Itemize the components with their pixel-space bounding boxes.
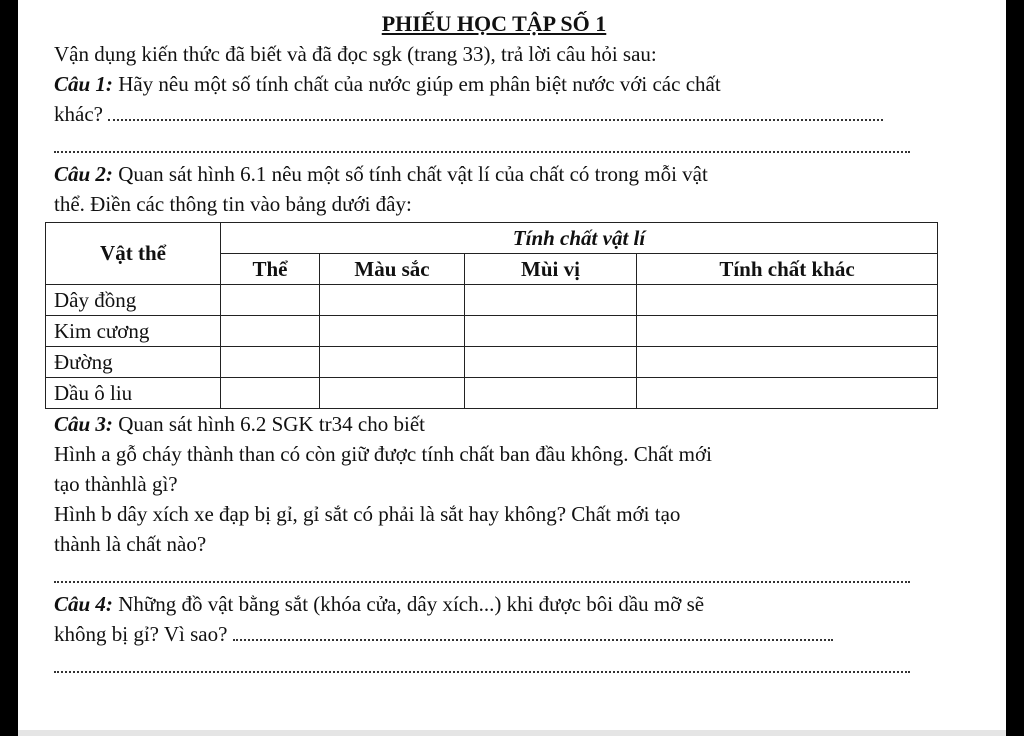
answer-dotted-line[interactable] [54, 559, 910, 589]
answer-cell[interactable] [637, 285, 938, 316]
question-4-line-1 [54, 589, 934, 619]
page-title: PHIẾU HỌC TẬP SỐ 1 [381, 11, 607, 36]
question-3-line-3: tạo thànhlà gì? [54, 472, 178, 496]
answer-dotted-line[interactable] [233, 638, 833, 641]
page-bottom-edge [18, 730, 1006, 736]
question-4-text: Những đồ vật bằng sắt (khóa cửa, dây xích...) khi được bôi dầu mỡ sẽ [112, 592, 705, 616]
answer-cell[interactable] [637, 378, 938, 409]
header-smell-taste: Mùi vị [465, 254, 637, 285]
question-4-label: Câu 4: [54, 592, 113, 616]
answer-cell[interactable] [637, 316, 938, 347]
question-3-line-5: thành là chất nào? [54, 532, 207, 556]
physical-properties-table [45, 222, 938, 409]
question-3-text: Quan sát hình 6.2 SGK tr34 cho biết [112, 412, 425, 436]
answer-cell[interactable] [465, 347, 637, 378]
row-object-name: Dầu ô liu [46, 378, 221, 409]
header-physical-properties: Tính chất vật lí [221, 223, 938, 254]
row-object-name: Đường [46, 347, 221, 378]
answer-cell[interactable] [221, 378, 320, 409]
answer-cell[interactable] [465, 378, 637, 409]
question-4-text-cont: không bị gỉ? Vì sao? [54, 622, 233, 646]
answer-cell[interactable] [465, 285, 637, 316]
answer-cell[interactable] [465, 316, 637, 347]
worksheet-content [54, 0, 934, 679]
header-state: Thể [221, 254, 320, 285]
question-1-line-2 [54, 99, 934, 129]
header-color: Màu sắc [320, 254, 465, 285]
answer-cell[interactable] [320, 378, 465, 409]
question-2-line-1 [54, 159, 934, 189]
question-1-text: Hãy nêu một số tính chất của nước giúp em phân biệt nước với các chất [112, 72, 721, 96]
answer-cell[interactable] [320, 347, 465, 378]
row-object-name: Kim cương [46, 316, 221, 347]
answer-cell[interactable] [320, 316, 465, 347]
answer-dotted-line[interactable] [54, 649, 910, 679]
question-1-line-1 [54, 69, 934, 99]
question-2-label: Câu 2: [54, 162, 113, 186]
table-row [46, 285, 938, 316]
table-row [46, 316, 938, 347]
header-other-properties: Tính chất khác [637, 254, 938, 285]
question-2-line-2: thể. Điền các thông tin vào bảng dưới đây: [54, 192, 412, 216]
question-3-line-2: Hình a gỗ cháy thành than có còn giữ được tính chất ban đầu không. Chất mới [54, 442, 712, 466]
table-row [46, 378, 938, 409]
header-object: Vật thể [46, 223, 221, 285]
answer-cell[interactable] [320, 285, 465, 316]
intro-text: Vận dụng kiến thức đã biết và đã đọc sgk (trang 33), trả lời câu hỏi sau: [54, 42, 657, 66]
answer-cell[interactable] [637, 347, 938, 378]
row-object-name: Dây đồng [46, 285, 221, 316]
question-4-line-2 [54, 619, 934, 649]
question-2-text: Quan sát hình 6.1 nêu một số tính chất vật lí của chất có trong mỗi vật [112, 162, 708, 186]
question-1-label: Câu 1: [54, 72, 113, 96]
answer-cell[interactable] [221, 285, 320, 316]
answer-cell[interactable] [221, 347, 320, 378]
answer-dotted-line[interactable] [54, 129, 910, 159]
answer-cell[interactable] [221, 316, 320, 347]
answer-dotted-line[interactable] [108, 118, 883, 121]
question-3-line-4: Hình b dây xích xe đạp bị gỉ, gỉ sắt có phải là sắt hay không? Chất mới tạo [54, 502, 681, 526]
question-1-text-cont: khác? [54, 102, 109, 126]
table-row [46, 347, 938, 378]
question-3-label: Câu 3: [54, 412, 113, 436]
question-3-line-1 [54, 409, 934, 439]
